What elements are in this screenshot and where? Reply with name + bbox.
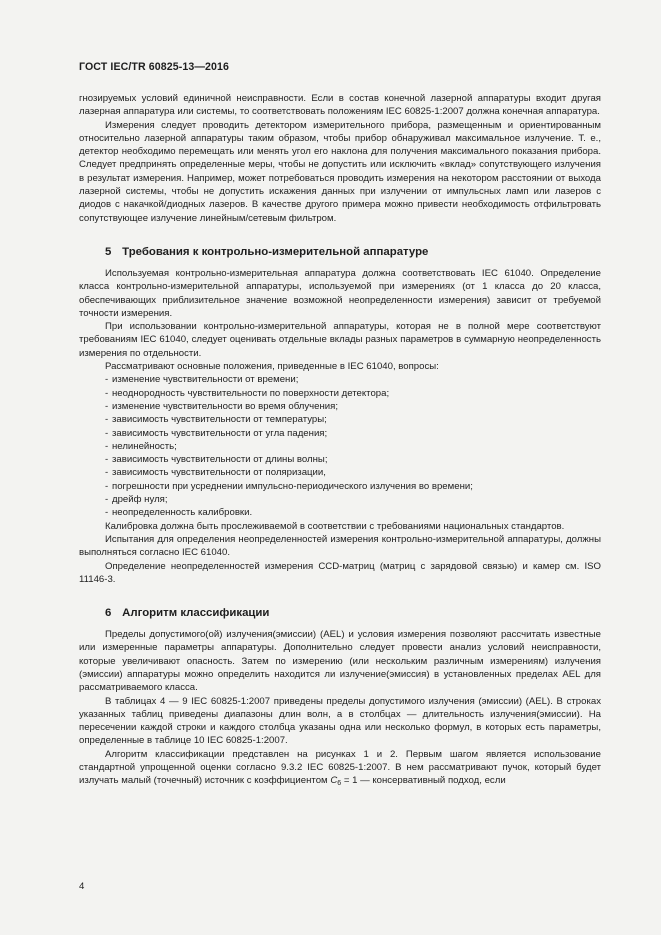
list-item — [79, 413, 601, 426]
paragraph: Рассматривают основные положения, приведенные в IEC 61040, вопросы: — [105, 361, 439, 373]
list-item — [79, 440, 601, 453]
section-heading-6 — [79, 606, 601, 620]
list-item-text: неопределенность калибровки. — [112, 507, 253, 519]
list-item — [79, 480, 601, 493]
paragraph: При использовании контрольно-измерительной аппаратуры, которая не в полной мере соответствуют требованиям IEC 61040, следует оценивать отдельные вклады разных параметров в суммарную неопределенность измерения по отдельности. — [79, 321, 601, 359]
list-dash: - — [105, 440, 109, 452]
list-item-text: дрейф нуля; — [112, 494, 168, 506]
paragraph: Пределы допустимого(ой) излучения(эмиссии) (AEL) и условия измерения позволяют рассчитать известные или измеренные параметры аппаратуры. Дополнительно следует провести анализ условий неисправности, которые увеличивают опасность. Затем по измерению (или нескольким различным измерениям) излучения (эмиссии) аппаратуры можно определить находится ли излучение(эмиссия) в установленных пределах AEL для рассматриваемого класса. — [79, 629, 601, 694]
section-title: Требования к контрольно-измерительной аппаратуре — [122, 245, 429, 258]
list-dash: - — [105, 387, 109, 399]
paragraph: Испытания для определения неопределенностей измерения контрольно-измерительной аппаратуры, должны выполняться согласно IEC 61040. — [79, 533, 601, 559]
list-item-text: зависимость чувствительности от поляризации, — [112, 467, 326, 479]
list-item-text: нелинейность; — [112, 440, 177, 452]
list-dash: - — [105, 467, 109, 479]
section-number: 5 — [105, 245, 112, 258]
paragraph: Используемая контрольно-измерительная аппаратура должна соответствовать IEC 61040. Определение класса контрольно-измерительной аппаратуры, используемой при измерениях (от 1 класса до 20 класса, обеспечивающих приблизительное значение возможной неопределенности измерения) зависит от требуемой точности измерения. — [79, 267, 601, 319]
list-dash: - — [105, 480, 109, 492]
section-heading-5 — [79, 245, 601, 259]
list-dash: - — [105, 374, 109, 386]
paragraph: гнозируемых условий единичной неисправности. Если в состав конечной лазерной аппаратуры входит другая лазерная аппаратура или системы, то соответствовать положениям IEC 60825-1:2007 должна конечная аппаратура. — [79, 93, 601, 118]
list-item-text: изменение чувствительности во время облучения; — [112, 400, 339, 412]
list-dash: - — [105, 400, 109, 412]
list-dash: - — [105, 507, 109, 519]
document-body — [79, 92, 601, 791]
list-item-text: неоднородность чувствительности по поверхности детектора; — [112, 387, 390, 399]
list-item — [79, 466, 601, 479]
paragraph: В таблицах 4 — 9 IEC 60825-1:2007 приведены пределы допустимого излучения (эмиссии) (AEL). В строках указанных таблиц приведены диапазоны длин волн, а в столбцах — длительность излучения(эмиссии). На пересечении каждой строки и каждого столбца указаны одна или несколько формул, в которых есть параметры, определенные в таблице 10 IEC 60825-1:2007. — [79, 695, 601, 747]
list-item — [79, 400, 601, 413]
paragraph: Определение неопределенностей измерения CCD-матриц (матриц с зарядовой связью) и камер см. ISO 11146-3. — [79, 560, 601, 585]
list-item-text: зависимость чувствительности от длины волны; — [112, 454, 328, 466]
paragraph — [79, 748, 601, 791]
page-number: 4 — [79, 881, 85, 892]
list-item — [79, 373, 601, 386]
list-item-text: зависимость чувствительности от угла падения; — [112, 427, 328, 439]
paragraph: Калибровка должна быть прослеживаемой в соответствии с требованиями национальных стандартов. — [105, 520, 565, 532]
list-item-text: погрешности при усреднении импульсно-периодического излучения во времени; — [112, 480, 473, 492]
section-number: 6 — [105, 607, 112, 620]
list-dash: - — [105, 494, 109, 506]
coefficient-subscript: 6 — [337, 780, 342, 788]
list-dash: - — [105, 427, 109, 439]
list-item — [79, 427, 601, 440]
list-item — [79, 387, 601, 400]
paragraph: Измерения следует проводить детектором измерительного прибора, размещенным и ориентированным относительно лазерной аппаратуры таким образом, чтобы прибор обнаруживал максимальное излучение. Т. е., детектор необходимо перемещать или менять угол его наклона для получения максимального показания прибора. Следует предпринять определенные меры, чтобы не допустить или исключить «вклад» сопутствующего излучения в результат измерения. Например, может потребоваться проводить измерения на некотором расстоянии от выхода лазерной системы, чтобы не допустить искажения данных при излучении от импульсных ламп или лазеров с диодов с накачкой/диодных лазеров. В качестве другого примера можно привести необходимость отфильтровать сопутствующее излучение линейным/сетевым фильтром. — [79, 119, 601, 224]
list-item — [79, 506, 601, 519]
document-header: ГОСТ IEC/TR 60825-13—2016 — [79, 61, 230, 73]
list-item-text: зависимость чувствительности от температуры; — [112, 414, 327, 426]
section-title: Алгоритм классификации — [122, 607, 270, 620]
list-item-text: изменение чувствительности от времени; — [112, 374, 299, 386]
text-run: Алгоритм классификации представлен на рисунках 1 и 2. Первым шагом является использование стандартной упрощенной оценки согласно 9.3.2 IEC 60825-1:2007. В нем рассматривают пучок, который будет излучать малый (точечный) источник с коэффициентом — [79, 748, 601, 787]
list-dash: - — [105, 454, 109, 466]
coefficient-symbol: C — [330, 775, 338, 787]
list-item — [79, 453, 601, 466]
list-dash: - — [105, 414, 109, 426]
list-item — [79, 493, 601, 506]
text-run: = 1 — консервативный подход, если — [341, 775, 506, 787]
bullet-list — [79, 373, 601, 519]
